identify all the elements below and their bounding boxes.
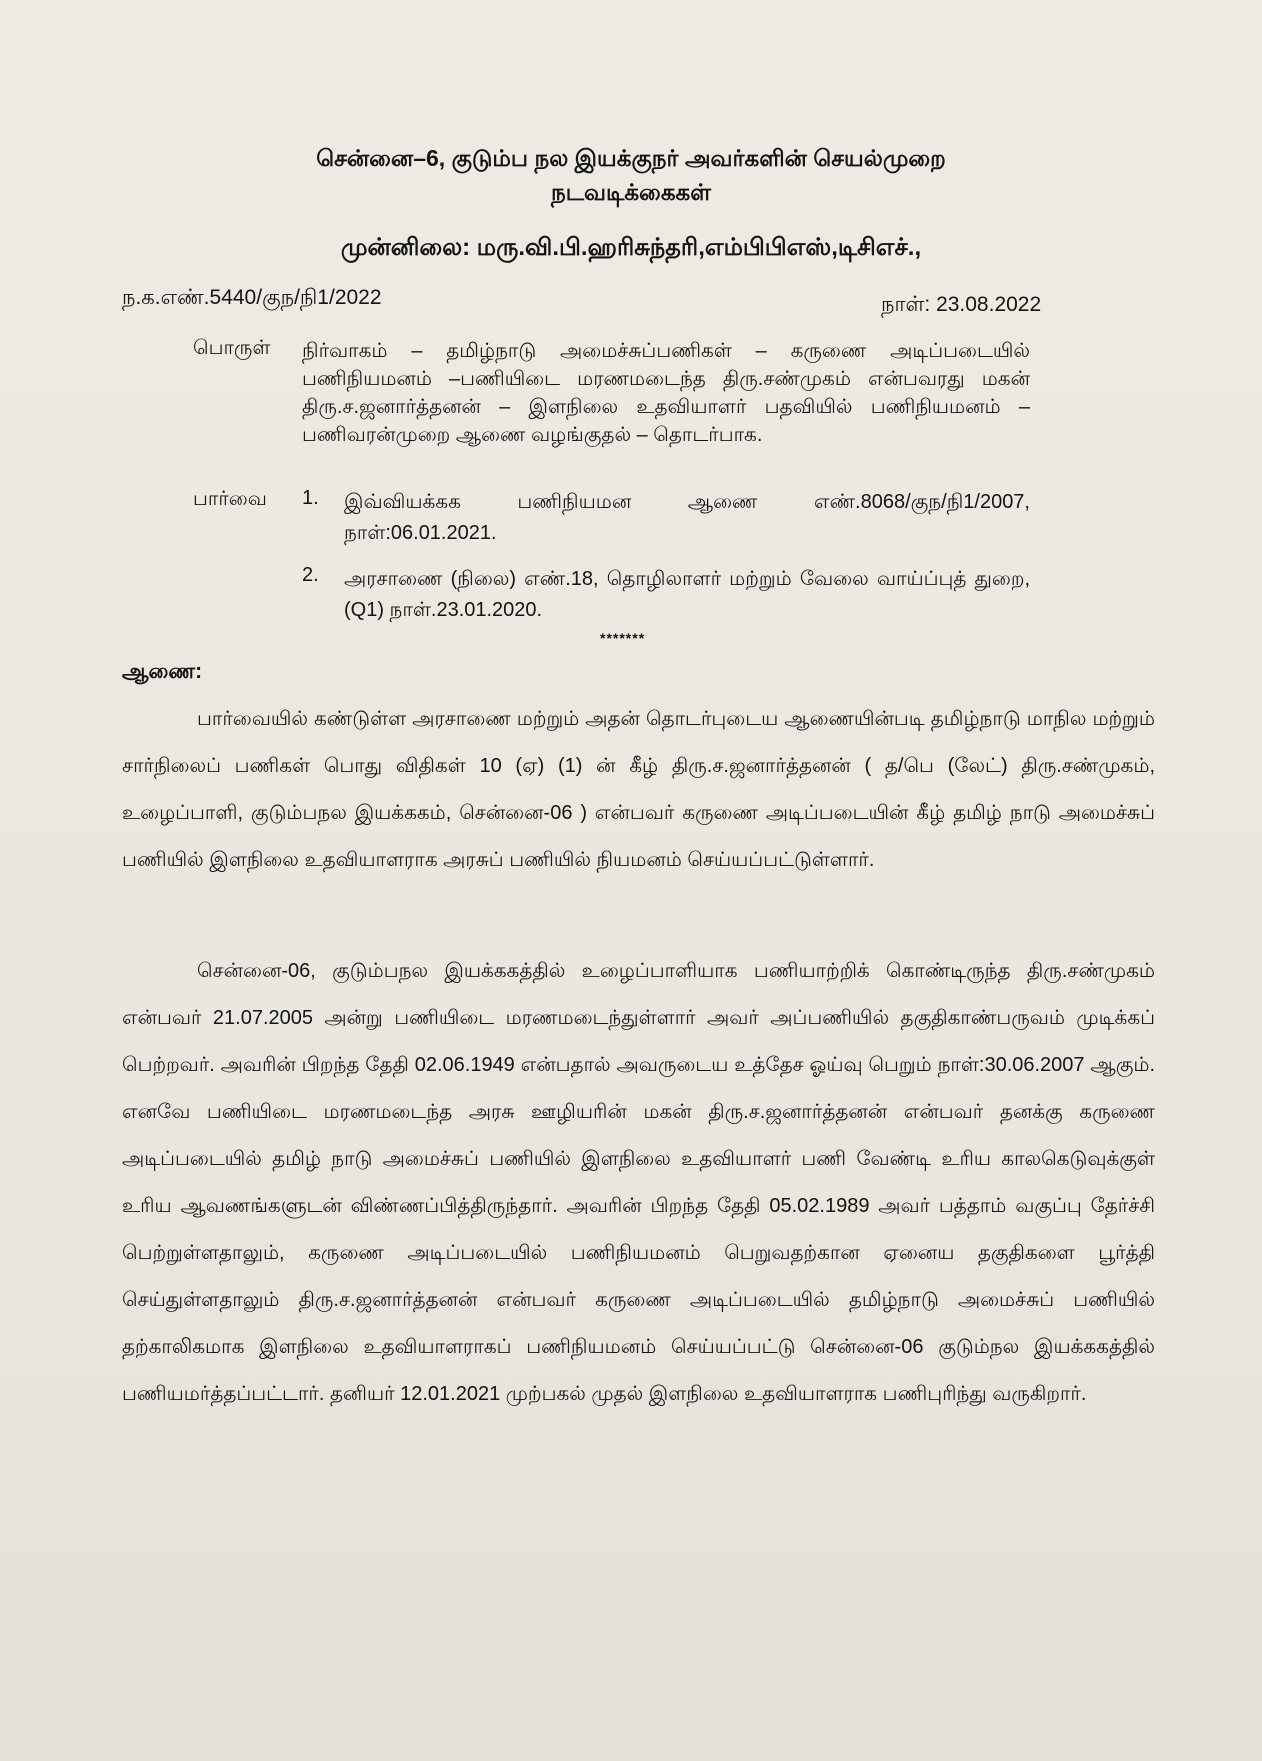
references-label: பார்வை: [193, 488, 267, 510]
reference-number: ந.க.எண்.5440/குந/நி1/2022: [122, 286, 382, 309]
reference-item-text: இவ்வியக்கக பணிநியமன ஆணை எண்.8068/குந/நி1/2007, நாள்:06.01.2021.: [344, 491, 1030, 544]
subject-text: நிர்வாகம் – தமிழ்நாடு அமைச்சுப்பணிகள் – கருணை அடிப்படையில் பணிநியமனம் –பணியிடை மரணமடைந்த திரு.சண்முகம் என்பவரது மகன் திரு.ச.ஜனார்த்தனன் – இளநிலை உதவியாளர் பதவியில் பணிநியமனம் – பணிவரன்முறை ஆணை வழங்குதல் – தொடர்பாக.: [302, 340, 1030, 446]
order-paragraph: சென்னை-06, குடும்பநல இயக்ககத்தில் உழைப்பாளியாக பணியாற்றிக் கொண்டிருந்த திரு.சண்முகம் என்பவர் 21.07.2005 அன்று பணியிடை மரணமடைந்துள்ளார் அவர் அப்பணியில் தகுதிகாண்பருவம் முடிக்கப் பெற்றவர். அவரின் பிறந்த தேதி 02.06.1949 என்பதால் அவருடைய உத்தேச ஓய்வு பெறும் நாள்:30.06.2007 ஆகும். எனவே பணியிடை மரணமடைந்த அரசு ஊழியரின் மகன் திரு.ச.ஜனார்த்தனன் என்பவர் தனக்கு கருணை அடிப்படையில் தமிழ் நாடு அமைச்சுப் பணியில் இளநிலை உதவியாளர் பணி வேண்டி உரிய காலகெடுவுக்குள் உரிய ஆவணங்களுடன் விண்ணப்பித்திருந்தார். அவரின் பிறந்த தேதி 05.02.1989 அவர் பத்தாம் வகுப்பு தேர்ச்சி பெற்றுள்ளதாலும், கருணை அடிப்படையில் பணிநியமனம் பெறுவதற்கான ஏனைய தகுதிகளை பூர்த்தி செய்துள்ளதாலும் திரு.ச.ஜனார்த்தனன் என்பவர் கருணை அடிப்படையில் தமிழ்நாடு அமைச்சுப் பணியில் தற்காலிகமாக இளநிலை உதவியாளராகப் பணிநியமனம் செய்யப்பட்டு சென்னை-06 குடும்நல இயக்ககத்தில் பணியமர்த்தப்பட்டார். தனியர் 12.01.2021 முற்பகல் முதல் இளநிலை உதவியாளராக பணிபுரிந்து வருகிறார்.: [122, 960, 1155, 1405]
section-separator: *******: [600, 630, 646, 646]
reference-item-text: அரசாணை (நிலை) எண்.18, தொழிலாளர் மற்றும் வேலை வாய்ப்புத் துறை, (Q1) நாள்.23.01.2020.: [344, 568, 1030, 621]
header-title-line1: சென்னை–6, குடும்ப நல இயக்குநர் அவர்களின் செயல்முறை: [316, 145, 946, 171]
subject-label: பொருள்: [193, 337, 271, 359]
reference-item-number: 2.: [302, 564, 319, 586]
reference-item-number: 1.: [302, 487, 319, 509]
header-title-line2: நடவடிக்கைகள்: [550, 179, 712, 205]
presence-line: முன்னிலை: மரு.வி.பி.ஹரிசுந்தரி,எம்பிபிஎஸ்,டிசிஎச்.,: [340, 234, 922, 261]
document-date: நாள்: 23.08.2022: [881, 293, 1042, 316]
order-heading: ஆணை:: [122, 660, 203, 683]
order-paragraph: பார்வையில் கண்டுள்ள அரசாணை மற்றும் அதன் தொடர்புடைய ஆணையின்படி தமிழ்நாடு மாநில மற்றும் சார்நிலைப் பணிகள் பொது விதிகள் 10 (ஏ) (1) ன் கீழ் திரு.ச.ஜனார்த்தனன் ( த/பெ (லேட்) திரு.சண்முகம், உழைப்பாளி, குடும்பநல இயக்ககம், சென்னை-06 ) என்பவர் கருணை அடிப்படையின் கீழ் தமிழ் நாடு அமைச்சுப் பணியில் இளநிலை உதவியாளராக அரசுப் பணியில் நியமனம் செய்யப்பட்டுள்ளார்.: [122, 708, 1155, 871]
